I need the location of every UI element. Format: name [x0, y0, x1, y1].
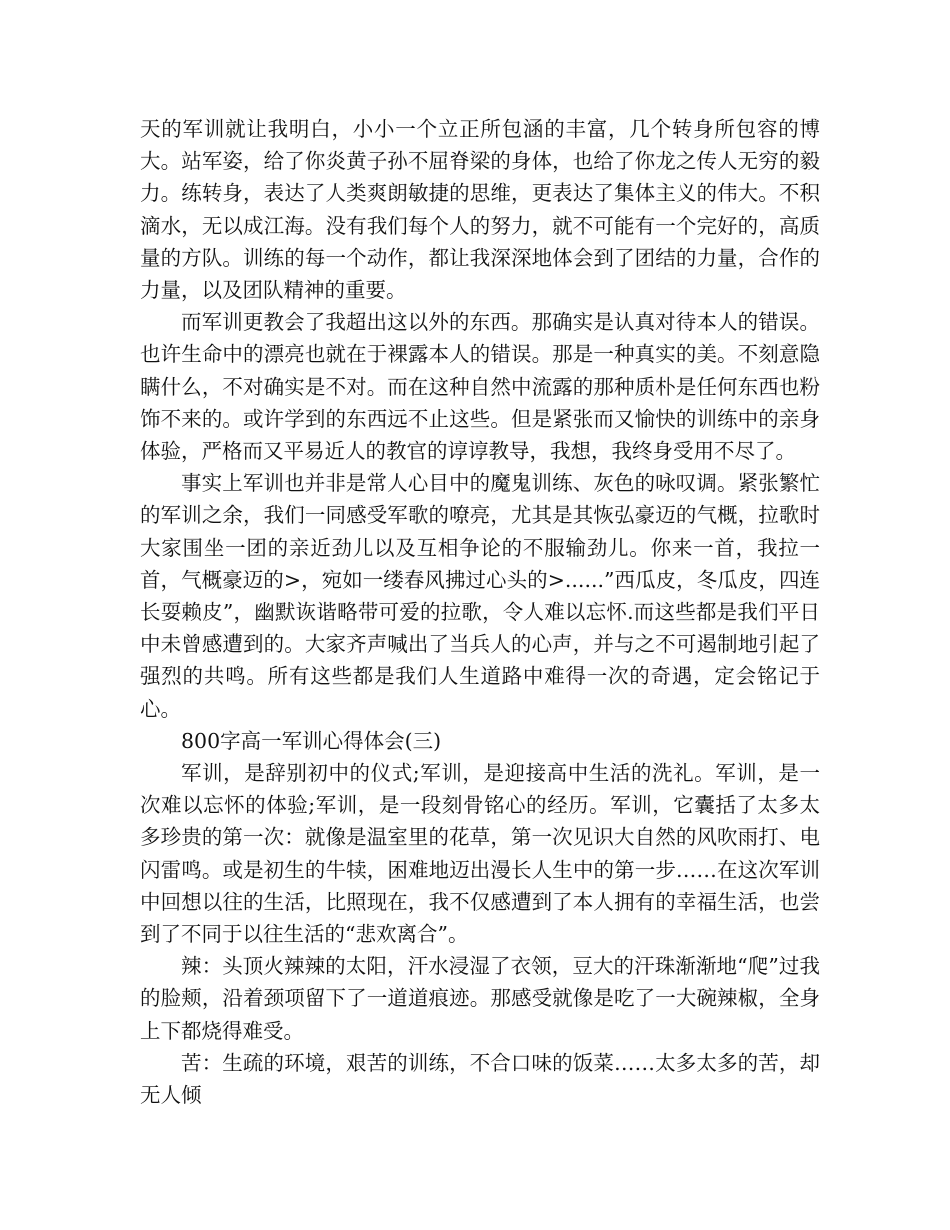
section-heading: 800字高一军训心得体会(三) [181, 728, 442, 753]
paragraph-1: 天的军训就让我明白，小小一个立正所包涵的丰富，几个转身所包容的博大。站军姿，给了你炎黄子孙不屈脊梁的身体，也给了你龙之传人无穷的毅力。练转身，表达了人类爽朗敏捷的思维，更表达了集体主义的伟大。不积滴水，无以成江海。没有我们每个人的努力，就不可能有一个完好的，高质量的方队。训练的每一个动作，都让我深深地体会到了团结的力量，合作的力量，以及团队精神的重要。 [140, 117, 820, 303]
paragraph-3: 事实上军训也并非是常人心目中的魔鬼训练、灰色的咏叹调。紧张繁忙的军训之余，我们一同感受军歌的嘹亮，尤其是其恢弘豪迈的气概，拉歌时大家围坐一团的亲近劲儿以及互相争论的不服输劲儿。你来一首，我拉一首，气概豪迈的>，宛如一缕春风拂过心头的>......”西瓜皮，冬瓜皮，四连长耍赖皮”，幽默诙谐略带可爱的拉歌，令人难以忘怀.而这些都是我们平日中未曾感遭到的。大家齐声喊出了当兵人的心声，并与之不可遏制地引起了强烈的共鸣。所有这些都是我们人生道路中难得一次的奇遇，定会铭记于心。 [140, 471, 820, 721]
paragraph-5: 辣：头顶火辣辣的太阳，汗水浸湿了衣领，豆大的汗珠渐渐地“爬”过我的脸颊，沿着颈项留下了一道道痕迹。那感受就像是吃了一大碗辣椒，全身上下都烧得难受。 [140, 954, 820, 1043]
paragraph-6: 苦：生疏的环境，艰苦的训练，不合口味的饭菜……太多太多的苦，却无人倾 [140, 1050, 820, 1108]
paragraph-4: 军训，是辞别初中的仪式;军训，是迎接高中生活的洗礼。军训，是一次难以忘怀的体验;军训，是一段刻骨铭心的经历。军训，它囊括了太多太多珍贵的第一次：就像是温室里的花草，第一次见识大自然的风吹雨打、电闪雷鸣。或是初生的牛犊，困难地迈出漫长人生中的第一步……在这次军训中回想以往的生活，比照现在，我不仅感遭到了本人拥有的幸福生活，也尝到了不同于以往生活的“悲欢离合”。 [140, 761, 820, 947]
paragraph-2: 而军训更教会了我超出这以外的东西。那确实是认真对待本人的错误。也许生命中的漂亮也就在于裸露本人的错误。那是一种真实的美。不刻意隐瞒什么，不对确实是不对。而在这种自然中流露的那种质朴是任何东西也粉饰不来的。或许学到的东西远不止这些。但是紧张而又愉快的训练中的亲身体验，严格而又平易近人的教官的谆谆教导，我想，我终身受用不尽了。 [140, 310, 820, 464]
document-body [140, 113, 820, 1111]
